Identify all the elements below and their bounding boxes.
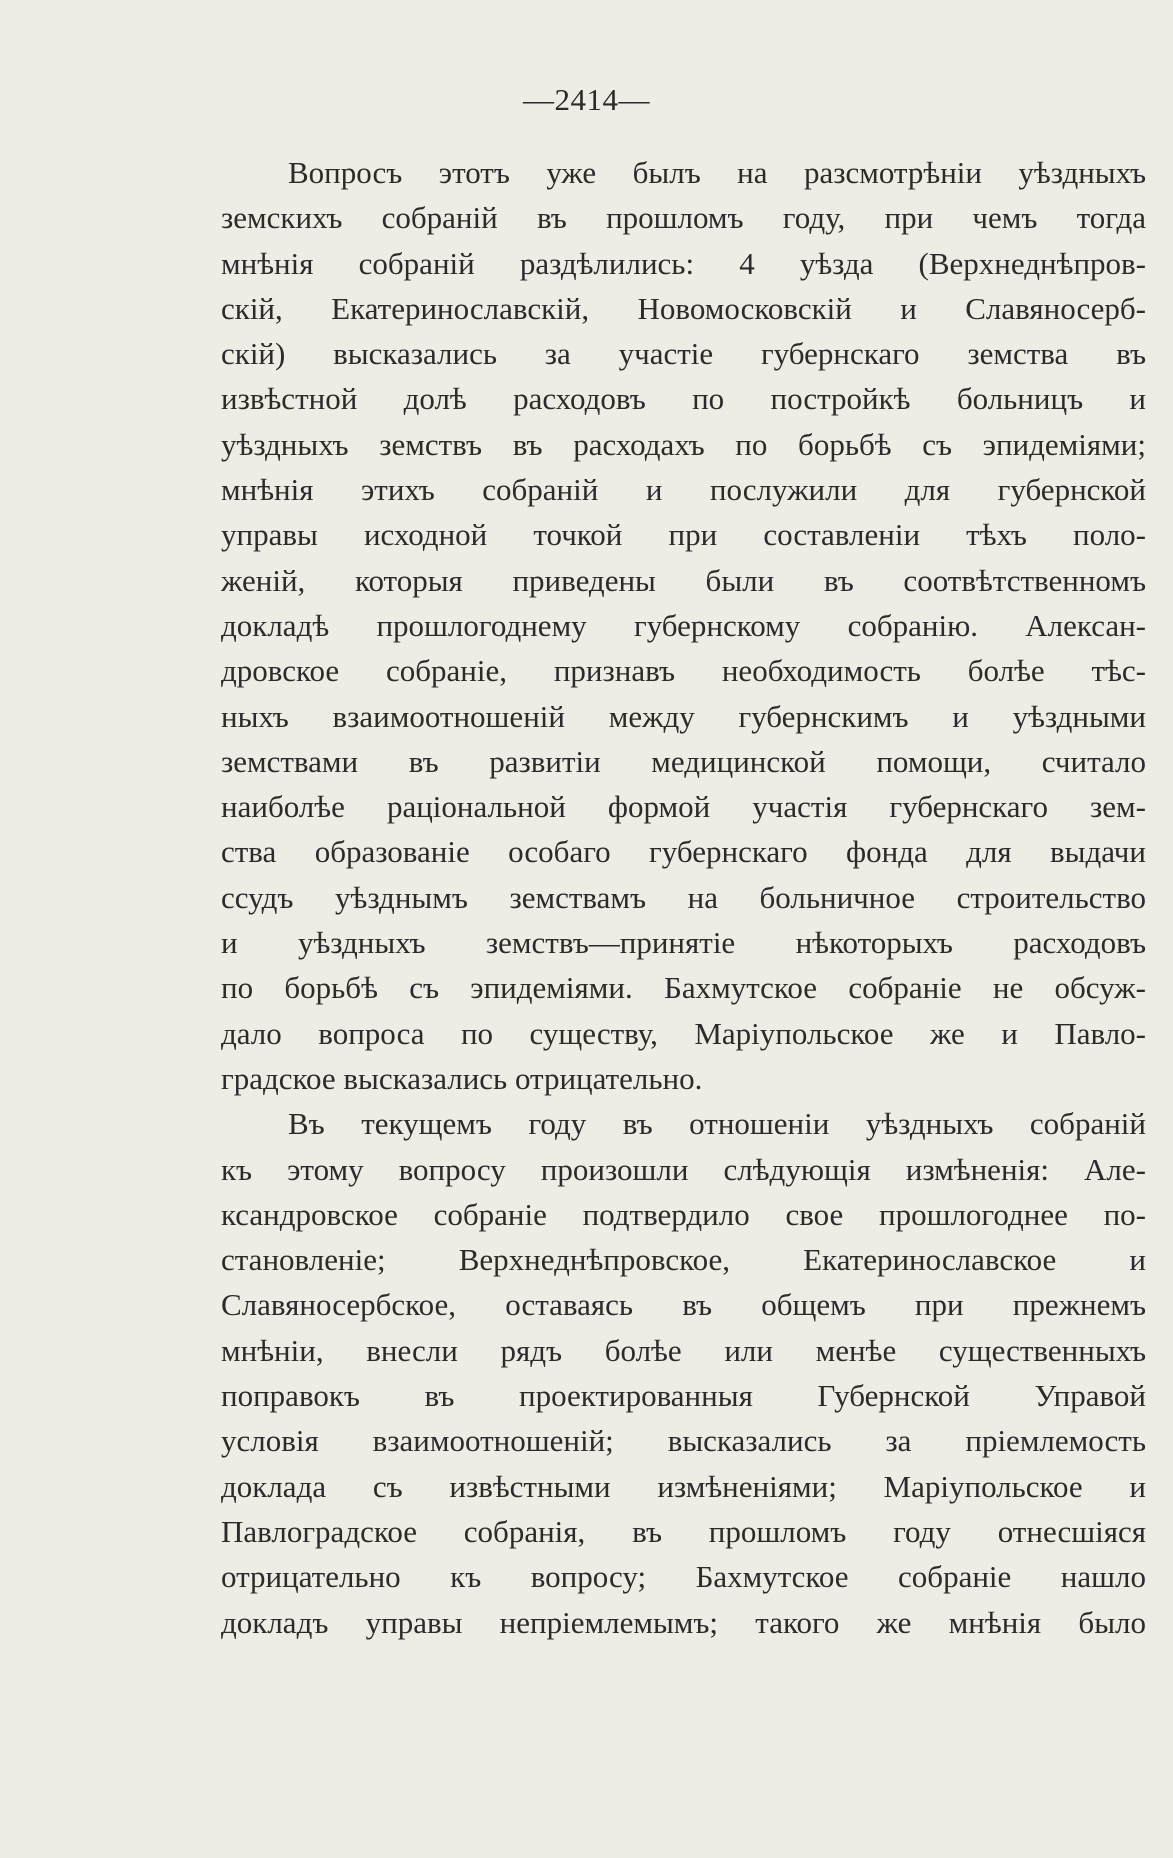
text-line: мнѣнія этихъ собраній и послужили для губернской [221,472,1146,508]
text-line: земскихъ собраній въ прошломъ году, при чемъ тогда [221,200,1146,236]
text-line: ксандровское собраніе подтвердило свое прошлогоднее по- [221,1196,1146,1232]
text-line: уѣздныхъ земствъ въ расходахъ по борьбѣ съ эпидеміями; [221,426,1146,462]
text-line: управы исходной точкой при составленіи тѣхъ поло- [221,517,1146,553]
text-line: доклада съ извѣстными измѣненіями; Маріупольское и [221,1468,1146,1504]
body-text [221,150,1146,1645]
text-line: скій, Екатеринославскій, Новомосковскій и Славяносерб- [221,290,1146,326]
text-line: градское высказались отрицательно. [221,1060,703,1096]
text-line: условія взаимоотношеній; высказались за пріемлемость [221,1423,1146,1459]
text-line: скій) высказались за участіе губернскаго земства въ [221,336,1146,372]
text-line: отрицательно къ вопросу; Бахмутское собраніе нашло [221,1559,1146,1595]
text-line: дровское собраніе, признавъ необходимость болѣе тѣс- [221,653,1146,689]
text-line: докладъ управы непріемлемымъ; такого же мнѣнія было [221,1604,1146,1640]
text-line: поправокъ въ проектированныя Губернской Управой [221,1378,1146,1414]
text-line: Вопросъ этотъ уже былъ на разсмотрѣніи уѣздныхъ [288,155,1146,190]
text-line: женій, которыя приведены были въ соотвѣтственномъ [221,562,1146,598]
text-line: дало вопроса по существу, Маріупольское же и Павло- [221,1015,1146,1051]
page-number: —2414— [523,82,650,117]
text-line: Въ текущемъ году въ отношеніи уѣздныхъ собраній [288,1106,1146,1142]
text-line: и уѣздныхъ земствъ—принятіе нѣкоторыхъ расходовъ [221,925,1146,961]
text-line: извѣстной долѣ расходовъ по постройкѣ больницъ и [221,381,1146,417]
text-line: ныхъ взаимоотношеній между губернскимъ и уѣздными [221,698,1146,734]
text-line: Славяносербское, оставаясь въ общемъ при прежнемъ [221,1287,1146,1323]
text-line: по борьбѣ съ эпидеміями. Бахмутское собраніе не обсуж- [221,970,1146,1006]
text-line: становленіе; Верхнеднѣпровское, Екатеринославское и [221,1242,1146,1278]
text-line: докладѣ прошлогоднему губернскому собранію. Алексан- [221,607,1146,643]
text-line: ссудъ уѣзднымъ земствамъ на больничное строительство [221,879,1146,915]
text-line: мнѣнія собраній раздѣлились: 4 уѣзда (Верхнеднѣпров- [221,245,1146,281]
text-line: земствами въ развитіи медицинской помощи, считало [221,743,1146,779]
text-line: Павлоградское собранія, въ прошломъ году отнесшіяся [221,1513,1146,1549]
text-line: ства образованіе особаго губернскаго фонда для выдачи [221,834,1146,870]
text-line: наиболѣе раціональной формой участія губернскаго зем- [221,789,1146,825]
text-line: къ этому вопросу произошли слѣдующія измѣненія: Але- [221,1151,1146,1187]
text-line: мнѣніи, внесли рядъ болѣе или менѣе существенныхъ [221,1332,1146,1368]
